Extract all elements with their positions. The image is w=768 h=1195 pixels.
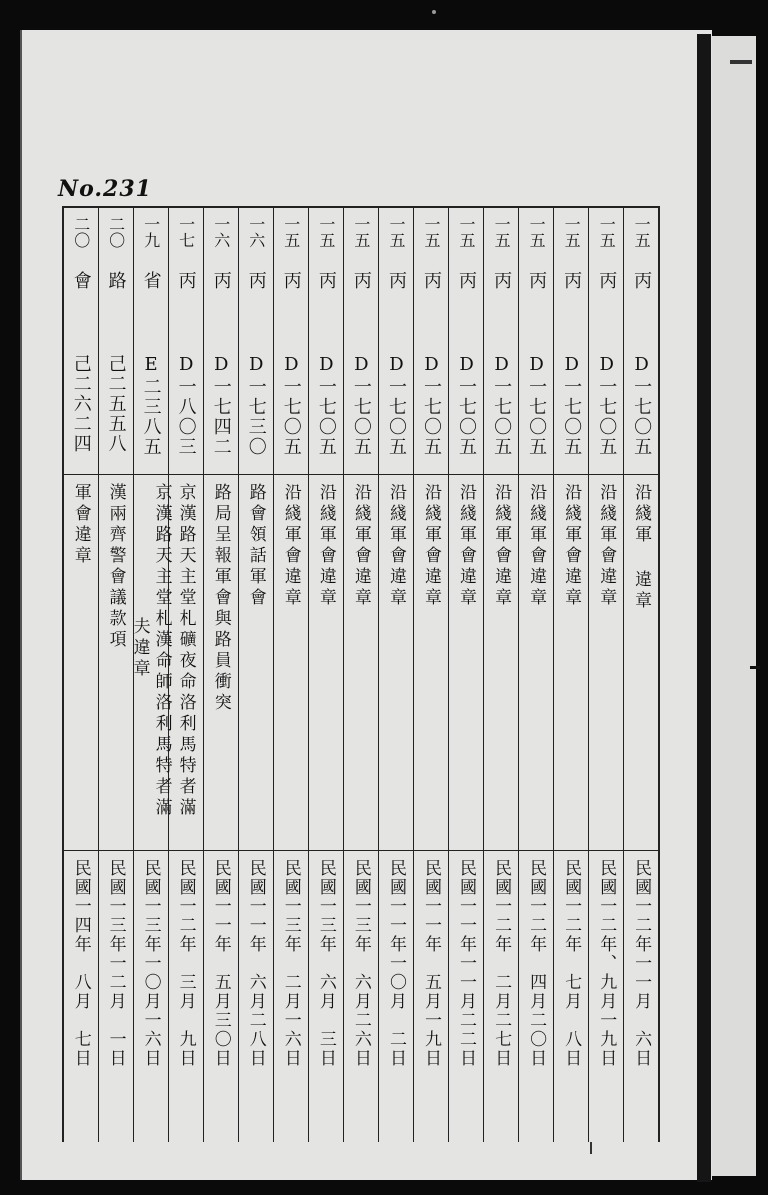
- entry-file-code: [589, 346, 624, 475]
- entry-subject-text: 沿綫軍會違章: [561, 483, 582, 609]
- entry-number: [343, 207, 378, 263]
- entry-category-text: 丙: [315, 271, 337, 292]
- entry-file-code: [98, 346, 133, 475]
- entry-subject: [378, 475, 413, 851]
- entry-subject: [624, 475, 659, 851]
- entry-file-code: [133, 346, 168, 475]
- entry-date: [378, 851, 413, 1143]
- entry-category-text: 會: [70, 271, 92, 292]
- entry-number: [624, 207, 659, 263]
- entry-category-text: 路: [105, 271, 127, 292]
- entry-subject-text: 沿綫軍會違章: [596, 483, 617, 609]
- entry-date: [413, 851, 448, 1143]
- entry-subject-text: 軍會違章: [70, 483, 91, 567]
- entry-file-code: [238, 346, 273, 475]
- entry-date-text: 民國一二年 七月 八日: [561, 859, 582, 1068]
- entry-number-text: 一五: [492, 216, 512, 248]
- entry-date-text: 民國一一年 五月三〇日: [210, 859, 231, 1068]
- document-number: No.231: [58, 176, 152, 202]
- entry-subject: [343, 475, 378, 851]
- entry-file-code-text: D一七〇五: [350, 354, 372, 457]
- entry-file-code: [624, 346, 659, 475]
- entry-file-code-text: 己二六二四: [70, 354, 92, 454]
- entry-number-text: 一五: [351, 216, 371, 248]
- margin-dash: [750, 666, 760, 669]
- entry-file-code: [168, 346, 203, 475]
- entry-category: [273, 263, 308, 346]
- entry-number: [98, 207, 133, 263]
- entry-category: [589, 263, 624, 346]
- entry-file-code: [343, 346, 378, 475]
- entry-date: [203, 851, 238, 1143]
- entry-category-text: 丙: [561, 271, 583, 292]
- entry-category-text: 丙: [385, 271, 407, 292]
- entry-subject: [273, 475, 308, 851]
- entry-date: [98, 851, 133, 1143]
- entry-number: [554, 207, 589, 263]
- entry-subject-text: 沿綫軍會違章: [350, 483, 371, 609]
- entry-date-text: 民國一三年 二月一六日: [280, 859, 301, 1068]
- entry-category-text: 省: [140, 271, 162, 292]
- entry-category-text: 丙: [526, 271, 548, 292]
- row-file-code: [63, 346, 659, 475]
- entry-category: [98, 263, 133, 346]
- entry-number-text: 一九: [141, 216, 161, 248]
- entry-file-code: [378, 346, 413, 475]
- entry-number: [589, 207, 624, 263]
- entry-category-text: 丙: [456, 271, 478, 292]
- row-number: [63, 207, 659, 263]
- row-category: [63, 263, 659, 346]
- entry-category: [133, 263, 168, 346]
- entry-subject: [168, 475, 203, 851]
- entry-category: [63, 263, 98, 346]
- row-date: [63, 851, 659, 1143]
- entry-number-text: 一五: [281, 216, 301, 248]
- entry-subject-text: 沿綫軍會違章: [526, 483, 547, 609]
- entry-category-text: 丙: [491, 271, 513, 292]
- entry-file-code-text: D一七〇五: [456, 354, 478, 457]
- entry-file-code: [554, 346, 589, 475]
- entry-file-code-text: D一七〇五: [526, 354, 548, 457]
- entry-date: [308, 851, 343, 1143]
- entry-date: [168, 851, 203, 1143]
- entry-number-text: 一五: [316, 216, 336, 248]
- entry-category: [238, 263, 273, 346]
- entry-category: [378, 263, 413, 346]
- entry-file-code-text: D一七三〇: [245, 354, 267, 457]
- entry-subject-text: 漢兩齊警會議款項: [105, 483, 126, 651]
- entry-date: [343, 851, 378, 1143]
- entry-subject-text: 京漢路天主堂札漢命師洛利馬特者滿: [151, 483, 172, 819]
- entry-category: [413, 263, 448, 346]
- entry-file-code: [519, 346, 554, 475]
- entry-subject-text: 沿綫軍會違章: [420, 483, 441, 609]
- entry-category: [554, 263, 589, 346]
- entry-number-text: 二〇: [106, 216, 126, 248]
- entry-date-text: 民國一一年一一月二二日: [456, 859, 477, 1068]
- entry-file-code-text: D一七四二: [210, 354, 232, 457]
- entry-category-text: 丙: [631, 271, 653, 292]
- entry-date-text: 民國一二年一一月 六日: [631, 859, 652, 1068]
- entry-date-text: 民國一四年 八月 七日: [70, 859, 91, 1068]
- entry-file-code-text: D一七〇五: [280, 354, 302, 457]
- entry-date-text: 民國一二年、九月一九日: [596, 859, 617, 1068]
- entry-date-text: 民國一三年 六月二六日: [350, 859, 371, 1068]
- entry-category: [519, 263, 554, 346]
- entry-number: [273, 207, 308, 263]
- entry-date-text: 民國一三年一二月 一日: [105, 859, 126, 1068]
- entry-subject: [98, 475, 133, 851]
- entry-number: [238, 207, 273, 263]
- entry-number: [449, 207, 484, 263]
- entry-date-text: 民國一一年 五月一九日: [420, 859, 441, 1068]
- entry-category-text: 丙: [245, 271, 267, 292]
- page-fold-shadow: [697, 34, 711, 1182]
- dust-speck: [432, 10, 436, 14]
- entry-category: [343, 263, 378, 346]
- entry-number-text: 一五: [421, 216, 441, 248]
- entry-file-code-text: 己二五五八: [105, 354, 127, 454]
- entry-date-text: 民國一一年一〇月 二日: [385, 859, 406, 1068]
- entry-file-code-text: D一七〇五: [491, 354, 513, 457]
- entry-category: [449, 263, 484, 346]
- page-mark: [730, 60, 752, 64]
- entry-subject-text: 沿綫軍會違章: [456, 483, 477, 609]
- adjacent-page: [712, 36, 756, 1176]
- entry-number-text: 二〇: [71, 216, 91, 248]
- entry-subject: [203, 475, 238, 851]
- entry-number-text: 一五: [562, 216, 582, 248]
- entry-subject-text: 沿綫軍會違章: [315, 483, 336, 609]
- entry-number-text: 一五: [597, 216, 617, 248]
- entry-file-code: [449, 346, 484, 475]
- entry-date-text: 民國一三年 六月 三日: [315, 859, 336, 1068]
- entry-number: [203, 207, 238, 263]
- entry-date: [519, 851, 554, 1143]
- entry-number-text: 一五: [527, 216, 547, 248]
- entry-file-code-text: D一七〇五: [631, 354, 653, 457]
- ink-mark: [590, 1142, 592, 1154]
- entry-date-text: 民國一一年 六月二八日: [245, 859, 266, 1068]
- entry-category-text: 丙: [175, 271, 197, 292]
- entry-number: [519, 207, 554, 263]
- entry-subject: [308, 475, 343, 851]
- entry-subject: [129, 475, 172, 851]
- entry-subject: [519, 475, 554, 851]
- entry-file-code: [484, 346, 519, 475]
- entry-subject-text: 京漢路天主堂札礦夜命洛利馬特者滿: [175, 483, 196, 819]
- entry-category-text: 丙: [280, 271, 302, 292]
- entry-number: [133, 207, 168, 263]
- entry-subject-text: 沿綫軍 違章: [631, 483, 652, 612]
- entry-file-code-text: D一八〇三: [175, 354, 197, 457]
- entry-number-text: 一五: [386, 216, 406, 248]
- entry-number: [63, 207, 98, 263]
- entry-subject-text: 路局呈報軍會與路員衝突: [210, 483, 231, 714]
- entry-date-text: 民國一二年 四月二〇日: [526, 859, 547, 1068]
- entry-file-code: [308, 346, 343, 475]
- entry-number-text: 一六: [246, 216, 266, 248]
- entry-file-code-text: D一七〇五: [315, 354, 337, 457]
- entry-category: [484, 263, 519, 346]
- entry-subject: [484, 475, 519, 851]
- entry-number-text: 一五: [632, 216, 652, 248]
- entry-subject: [449, 475, 484, 851]
- entry-category-text: 丙: [420, 271, 442, 292]
- entry-number-text: 一六: [211, 216, 231, 248]
- entry-subject: [589, 475, 624, 851]
- entry-date: [133, 851, 168, 1143]
- entry-file-code: [413, 346, 448, 475]
- entry-date: [624, 851, 659, 1143]
- entry-date: [484, 851, 519, 1143]
- entry-subject: [413, 475, 448, 851]
- entry-date: [273, 851, 308, 1143]
- entry-number-text: 一五: [457, 216, 477, 248]
- entry-number: [484, 207, 519, 263]
- entry-number: [378, 207, 413, 263]
- entry-file-code-text: D一七〇五: [596, 354, 618, 457]
- entry-number-text: 一七: [176, 216, 196, 248]
- entry-subject: [63, 475, 98, 851]
- entry-subject-text: 沿綫軍會違章: [491, 483, 512, 609]
- entry-category: [203, 263, 238, 346]
- entry-date: [449, 851, 484, 1143]
- entry-date-text: 民國一二年 三月 九日: [175, 859, 196, 1068]
- entry-file-code: [273, 346, 308, 475]
- entry-category: [308, 263, 343, 346]
- entry-date: [589, 851, 624, 1143]
- entry-date-text: 民國一三年一〇月一六日: [140, 859, 161, 1068]
- entry-subject-text: 沿綫軍會違章: [385, 483, 406, 609]
- entry-subject: [238, 475, 273, 851]
- entry-subject-continuation: 夫違章: [129, 616, 150, 680]
- entry-file-code-text: E二三八五: [140, 354, 162, 457]
- entry-category-text: 丙: [596, 271, 618, 292]
- entry-file-code-text: D一七〇五: [561, 354, 583, 457]
- entry-date-text: 民國一二年 二月二七日: [491, 859, 512, 1068]
- entry-file-code: [63, 346, 98, 475]
- entry-file-code-text: D一七〇五: [385, 354, 407, 457]
- entry-category: [624, 263, 659, 346]
- entry-date: [554, 851, 589, 1143]
- row-subject: [63, 475, 659, 851]
- entry-number: [413, 207, 448, 263]
- entry-file-code-text: D一七〇五: [420, 354, 442, 457]
- entry-subject: [554, 475, 589, 851]
- entry-number: [168, 207, 203, 263]
- register-table: [62, 206, 660, 1142]
- entry-number: [308, 207, 343, 263]
- entry-category-text: 丙: [350, 271, 372, 292]
- entry-file-code: [203, 346, 238, 475]
- entry-date: [238, 851, 273, 1143]
- entry-subject-text: 沿綫軍會違章: [280, 483, 301, 609]
- entry-subject-text: 路會領話軍會: [245, 483, 266, 609]
- entry-category: [168, 263, 203, 346]
- entry-date: [63, 851, 98, 1143]
- entry-category-text: 丙: [210, 271, 232, 292]
